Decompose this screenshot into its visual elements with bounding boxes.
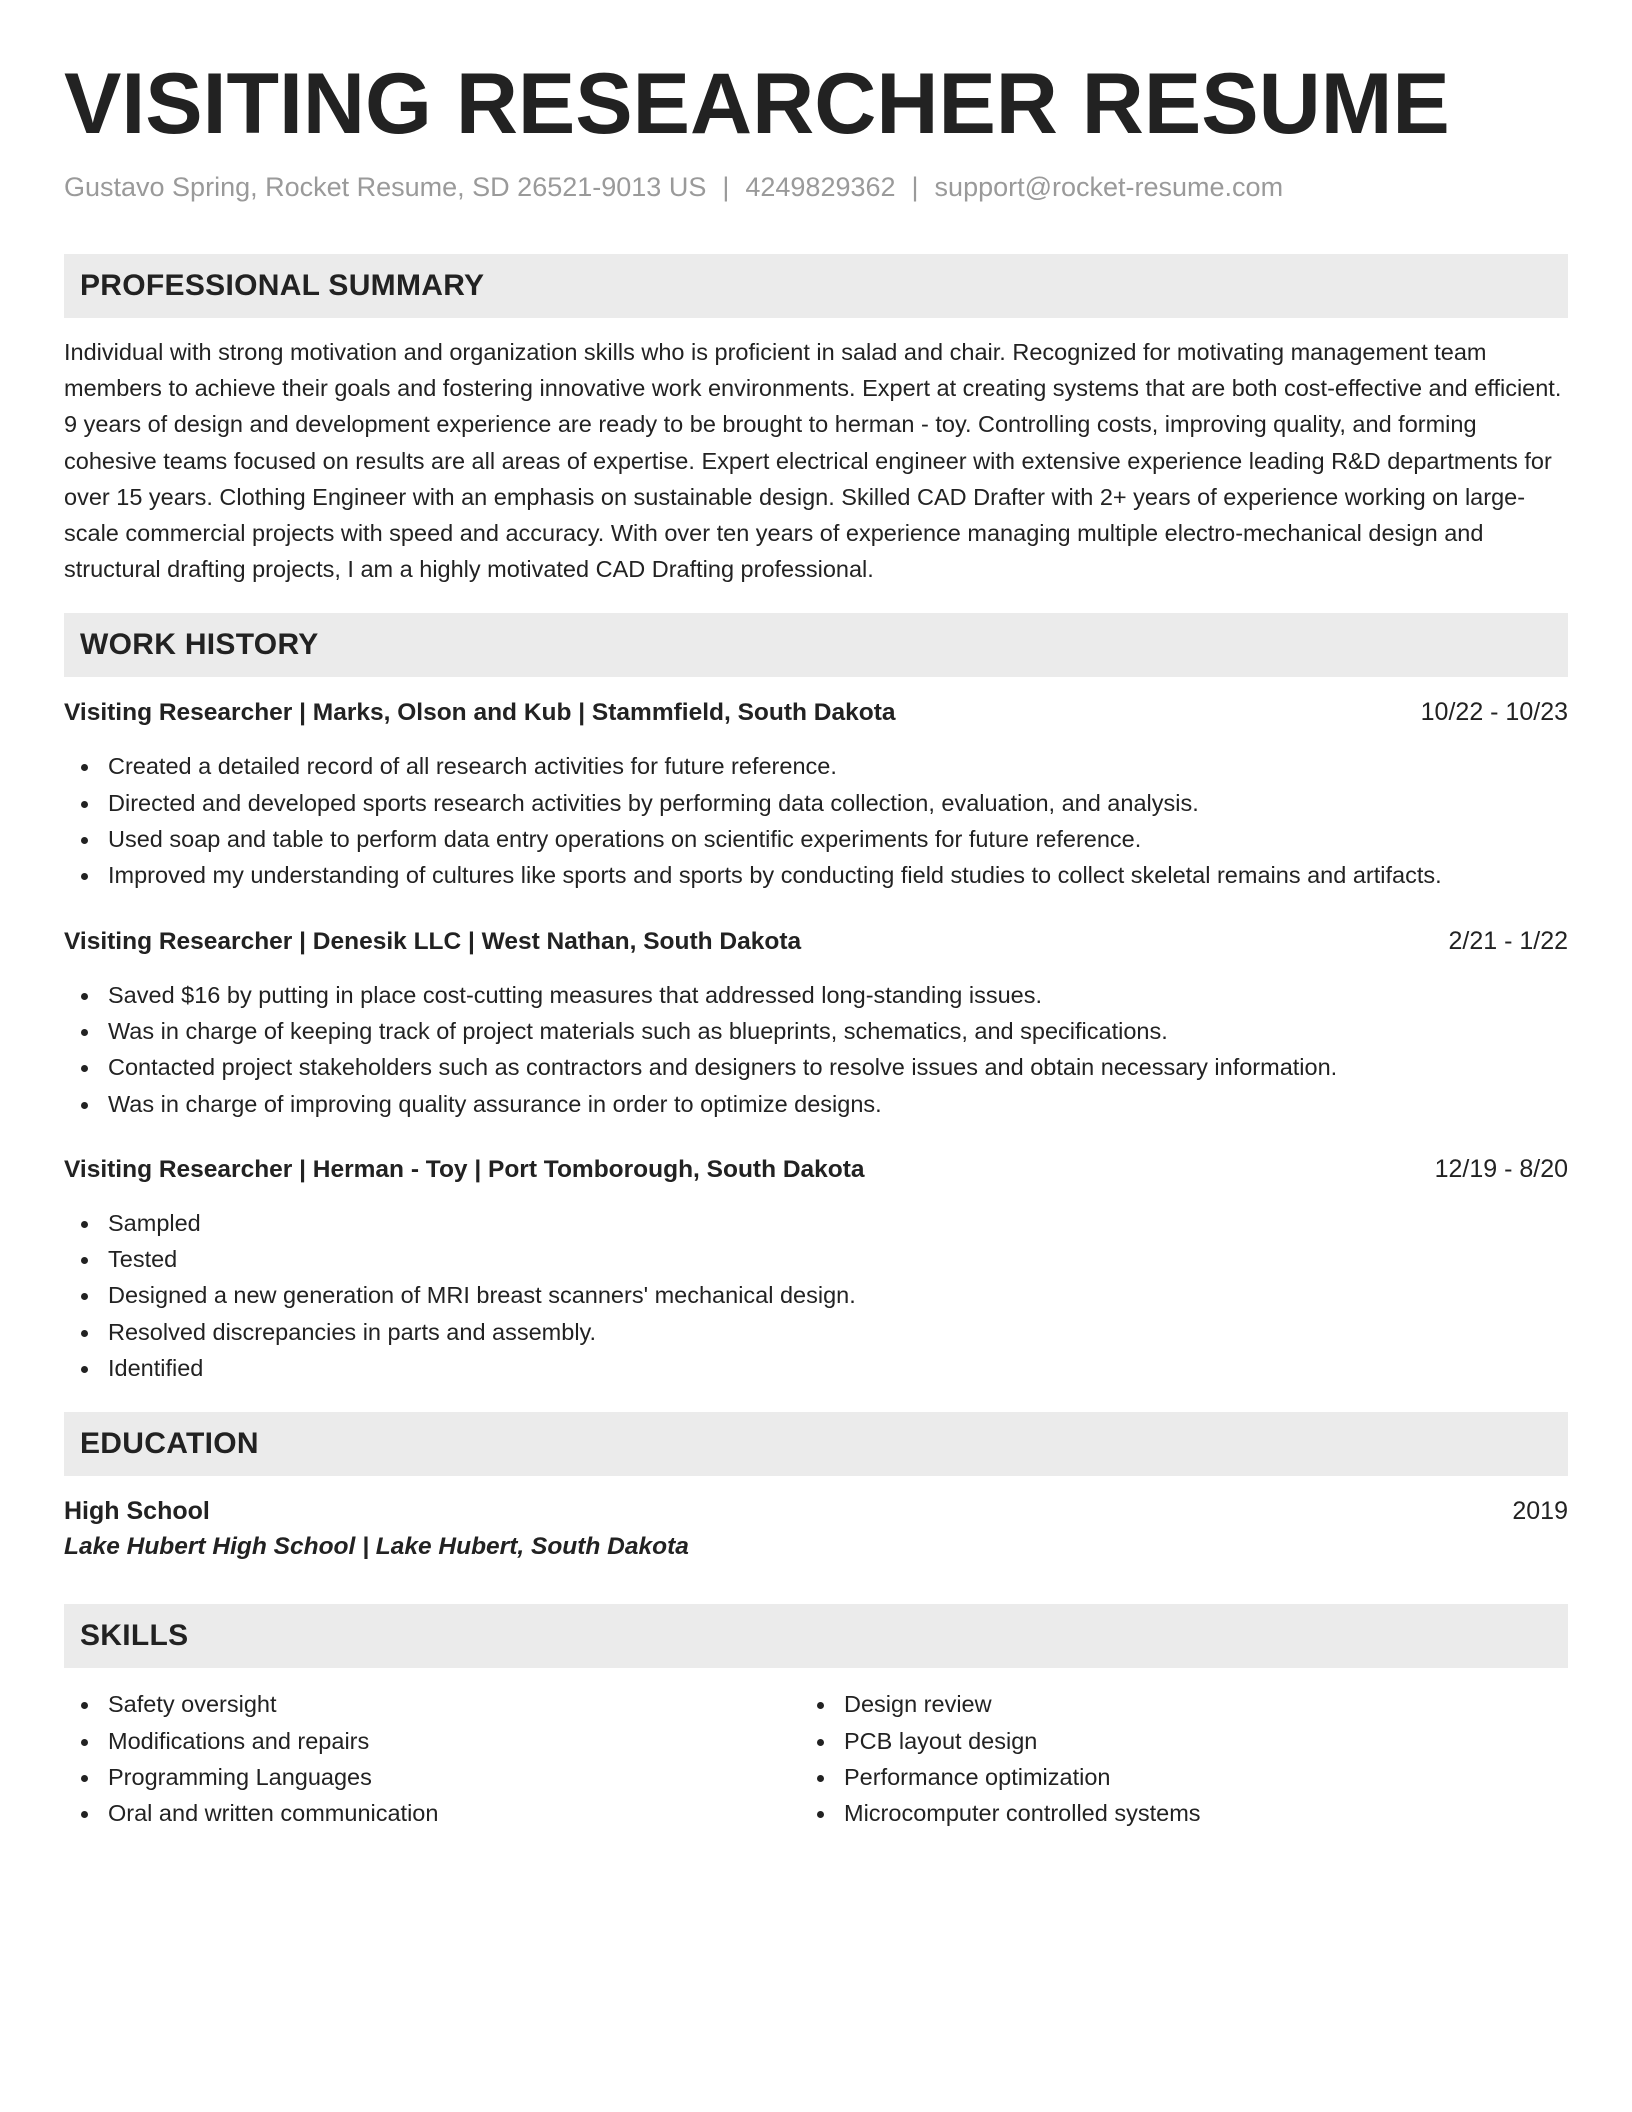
bullet-icon <box>81 801 88 808</box>
skills-column-right <box>800 1686 1536 1831</box>
education-entry <box>64 1494 1568 1566</box>
skill-text: Performance optimization <box>844 1763 1111 1790</box>
contact-phone: 4249829362 <box>745 172 896 202</box>
education-year: 2019 <box>1512 1497 1568 1526</box>
summary-text: Individual with strong motivation and organization skills who is proficient in salad and chair. Recognized for motivating management team members to achieve their goals and fostering innovative work environments. Expert at creating systems that are both cost-effective and efficient. 9 years of design and development experience are ready to be brought to herman - toy. Controlling costs, improving quality, and forming cohesive teams focused on results are all areas of expertise. Expert electrical engineer with extensive experience leading R&D departments for over 15 years. Clothing Engineer with an emphasis on sustainable design. Skilled CAD Drafter with 2+ years of experience working on large-scale commercial projects with speed and accuracy. With over ten years of experience managing multiple electro-mechanical design and structural drafting projects, I am a highly motivated CAD Drafting professional. <box>64 339 1562 583</box>
skill-text: Design review <box>844 1691 992 1718</box>
job-bullet-text: Contacted project stakeholders such as contractors and designers to resolve issues and obtain necessary information. <box>108 1054 1338 1081</box>
skill-item <box>64 1795 800 1831</box>
bullet-icon <box>817 1702 824 1709</box>
job-bullet-text: Resolved discrepancies in parts and assembly. <box>108 1318 597 1345</box>
skills-column-left <box>64 1686 800 1831</box>
job-bullet <box>64 1013 1568 1049</box>
job-bullet <box>64 1277 1568 1313</box>
bullet-icon <box>81 1293 88 1300</box>
bullet-icon <box>81 1065 88 1072</box>
job-dates: 2/21 - 1/22 <box>1448 926 1568 955</box>
skill-item <box>800 1795 1536 1831</box>
job-entry <box>64 1152 1568 1386</box>
bullet-icon <box>81 1702 88 1709</box>
job-bullet-text: Saved $16 by putting in place cost-cutting measures that addressed long-standing issues. <box>108 981 1043 1008</box>
skill-text: Oral and written communication <box>108 1800 439 1827</box>
skill-item <box>64 1686 800 1722</box>
job-entry <box>64 695 1568 893</box>
bullet-icon <box>81 993 88 1000</box>
contact-email: support@rocket-resume.com <box>934 172 1284 202</box>
job-title: Visiting Researcher | Herman - Toy | Port Tomborough, South Dakota <box>64 1155 865 1183</box>
job-bullet <box>64 1350 1568 1386</box>
contact-line <box>64 170 1568 204</box>
skill-text: Microcomputer controlled systems <box>844 1800 1201 1827</box>
job-bullet-text: Was in charge of improving quality assurance in order to optimize designs. <box>108 1090 882 1117</box>
job-dates: 12/19 - 8/20 <box>1434 1154 1568 1183</box>
skill-item <box>800 1723 1536 1759</box>
skill-text: Modifications and repairs <box>108 1727 370 1754</box>
job-dates: 10/22 - 10/23 <box>1420 698 1568 727</box>
bullet-icon <box>81 1257 88 1264</box>
contact-address: Gustavo Spring, Rocket Resume, SD 26521-9013 US <box>64 172 707 202</box>
job-bullet-text: Was in charge of keeping track of project materials such as blueprints, schematics, and specifications. <box>108 1017 1168 1044</box>
bullet-icon <box>81 1102 88 1109</box>
job-bullet-text: Designed a new generation of MRI breast scanners' mechanical design. <box>108 1282 856 1309</box>
bullet-icon <box>817 1739 824 1746</box>
job-bullet-list <box>64 748 1568 893</box>
job-bullet-text: Created a detailed record of all research activities for future reference. <box>108 753 837 780</box>
skills-bullet-list <box>800 1686 1536 1831</box>
bullet-icon <box>81 1366 88 1373</box>
job-bullet-text: Directed and developed sports research activities by performing data collection, evaluation, and analysis. <box>108 789 1199 816</box>
resume-title: VISITING RESEARCHER RESUME <box>64 56 1450 152</box>
job-title: Visiting Researcher | Marks, Olson and Kub | Stammfield, South Dakota <box>64 699 896 727</box>
job-bullet-text: Used soap and table to perform data entry operations on scientific experiments for future reference. <box>108 826 1142 853</box>
education-degree: High School <box>64 1497 210 1526</box>
job-bullet <box>64 821 1568 857</box>
skill-item <box>800 1686 1536 1722</box>
section-heading-education: EDUCATION <box>64 1412 1568 1476</box>
job-title: Visiting Researcher | Denesik LLC | West Nathan, South Dakota <box>64 927 802 955</box>
bullet-icon <box>817 1811 824 1818</box>
skill-text: Safety oversight <box>108 1691 277 1718</box>
contact-separator: | <box>722 172 730 202</box>
job-bullet-text: Identified <box>108 1354 204 1381</box>
skills-bullet-list <box>64 1686 800 1831</box>
bullet-icon <box>81 764 88 771</box>
job-bullet <box>64 1241 1568 1277</box>
skill-item <box>64 1723 800 1759</box>
contact-separator: | <box>911 172 919 202</box>
section-heading-summary: PROFESSIONAL SUMMARY <box>64 254 1568 318</box>
job-bullet <box>64 1049 1568 1085</box>
education-school: Lake Hubert High School | Lake Hubert, South Dakota <box>64 1533 689 1561</box>
skills-list <box>64 1686 1568 1831</box>
job-bullet-text: Sampled <box>108 1209 201 1236</box>
bullet-icon <box>81 1029 88 1036</box>
job-bullet <box>64 857 1568 893</box>
bullet-icon <box>81 873 88 880</box>
job-bullet-text: Tested <box>108 1246 178 1273</box>
job-bullet-text: Improved my understanding of cultures like sports and sports by conducting field studies to collect skeletal remains and artifacts. <box>108 862 1442 889</box>
bullet-icon <box>81 837 88 844</box>
bullet-icon <box>81 1739 88 1746</box>
job-bullet <box>64 1086 1568 1122</box>
job-bullet <box>64 785 1568 821</box>
job-bullet-list <box>64 977 1568 1122</box>
skill-item <box>64 1759 800 1795</box>
job-bullet <box>64 748 1568 784</box>
section-heading-skills: SKILLS <box>64 1604 1568 1668</box>
bullet-icon <box>81 1775 88 1782</box>
job-bullet <box>64 977 1568 1013</box>
section-heading-work-history: WORK HISTORY <box>64 613 1568 677</box>
skill-text: Programming Languages <box>108 1763 372 1790</box>
skill-item <box>800 1759 1536 1795</box>
bullet-icon <box>81 1221 88 1228</box>
bullet-icon <box>81 1330 88 1337</box>
bullet-icon <box>81 1811 88 1818</box>
job-bullet <box>64 1314 1568 1350</box>
job-entry <box>64 924 1568 1122</box>
job-bullet-list <box>64 1205 1568 1386</box>
bullet-icon <box>817 1775 824 1782</box>
job-bullet <box>64 1205 1568 1241</box>
skill-text: PCB layout design <box>844 1727 1038 1754</box>
